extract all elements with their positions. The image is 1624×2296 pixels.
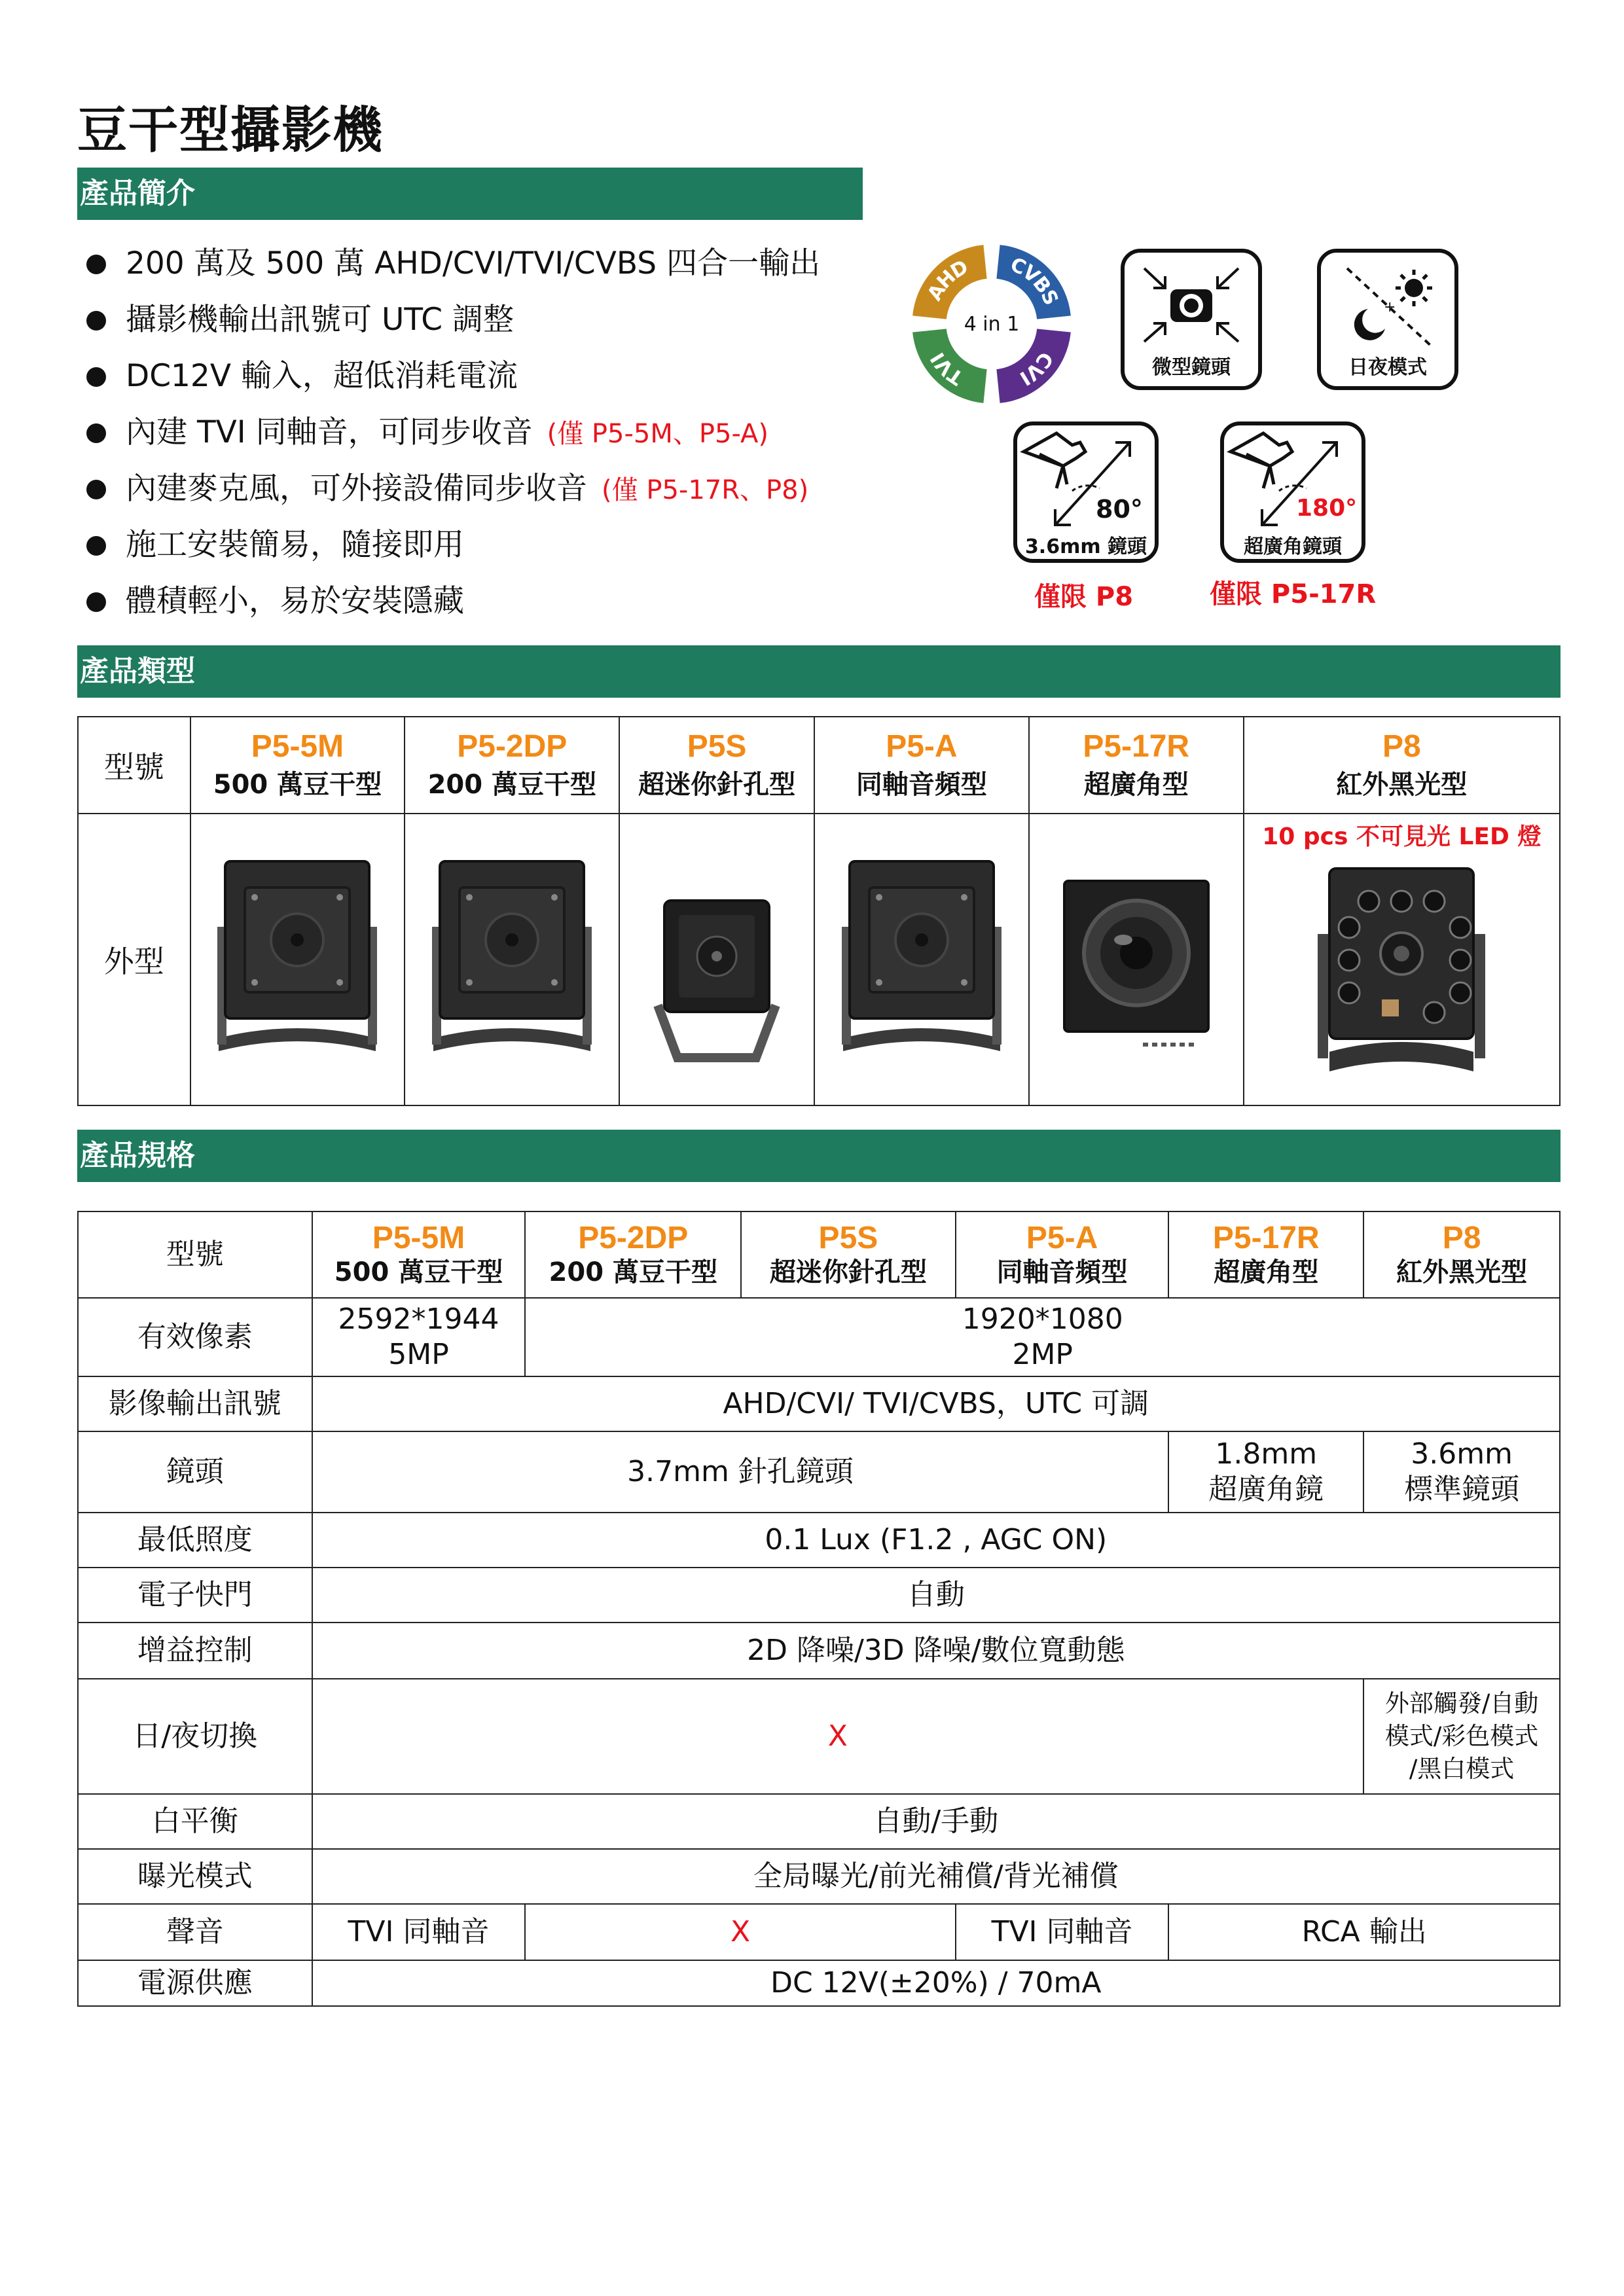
table-row [78,1679,1560,1794]
camera-image [830,842,1013,1077]
feature-item [77,348,820,404]
table-row [78,1568,1560,1623]
camera-image [638,842,795,1077]
feature-item [77,292,820,348]
spec-model-cell [525,1211,741,1298]
spec-model-cell [1168,1211,1363,1298]
lens-180-label: 超廣角鏡頭 [1244,535,1342,558]
model-code: P8 [1382,729,1421,764]
type-cell [814,717,1029,814]
feature-text: DC12V 輸入，超低消耗電流 [126,358,518,394]
row-label: 聲音 [78,1904,312,1960]
row-label: 電源供應 [78,1960,312,2006]
spec-value: 5MP [388,1338,449,1371]
image-cell [814,814,1029,1105]
camera-image [206,842,389,1077]
spec-value: 1920*1080 [962,1302,1123,1336]
spec-value: 3.6mm [1411,1437,1513,1471]
model-name: 超廣角型 [1214,1257,1319,1287]
row-label: 外型 [78,814,190,1105]
feature-item [77,461,820,517]
row-label: 最低照度 [78,1513,312,1568]
type-cell [405,717,619,814]
bullet-icon [86,367,106,387]
type-cell [1244,717,1560,814]
tvi-label: TVI [926,348,968,389]
model-name: 200 萬豆干型 [427,770,596,800]
spec-value: 3.7mm 針孔鏡頭 [312,1431,1169,1513]
section-intro-heading: 產品簡介 [77,168,863,220]
row-label: 白平衡 [78,1794,312,1849]
spec-model-cell [1363,1211,1560,1298]
model-code: P8 [1442,1221,1481,1255]
feature-item [77,404,820,461]
section-types-heading: 產品類型 [77,645,1561,698]
model-name: 超廣角型 [1083,770,1189,800]
feature-text: 施工安裝簡易，隨接即用 [126,527,464,563]
spec-value: TVI 同軸音 [956,1904,1169,1960]
image-cell [190,814,405,1105]
model-name: 紅外黑光型 [1396,1257,1528,1287]
row-label: 影像輸出訊號 [78,1376,312,1431]
led-note: 10 pcs 不可見光 LED 燈 [1262,823,1542,850]
spec-cell [1363,1679,1560,1794]
model-code: P5-5M [251,729,344,764]
feature-text: 內建麥克風，可外接設備同步收音 [126,471,587,507]
table-row [78,1849,1560,1904]
feature-text: 體積輕小，易於安裝隱藏 [126,583,464,619]
spec-value: 1.8mm [1215,1437,1318,1471]
row-label: 型號 [78,717,190,814]
model-code: P5-5M [372,1221,465,1255]
spec-value: DC 12V(±20%) / 70mA [312,1960,1560,2006]
specs-table [77,1211,1561,2007]
camera-image [1303,855,1500,1098]
model-code: P5S [687,729,747,764]
feature-text: 攝影機輸出訊號可 UTC 調整 [126,302,514,338]
lens-80-icon [1013,422,1159,563]
spec-value: 外部觸發/自動 [1384,1689,1539,1717]
cvbs-label: CVBS [1007,253,1063,309]
spec-model-cell [956,1211,1169,1298]
model-name: 紅外黑光型 [1336,770,1468,800]
table-row [78,1960,1560,2006]
type-cell [190,717,405,814]
model-name: 500 萬豆干型 [213,770,382,800]
model-name: 200 萬豆干型 [549,1257,717,1287]
spec-value: 自動 [312,1568,1560,1623]
spec-model-cell [741,1211,956,1298]
spec-value: 模式/彩色模式 [1384,1722,1539,1750]
table-row [78,1298,1560,1376]
model-code: P5-17R [1212,1221,1320,1255]
product-types-table [77,716,1561,1106]
camera-image [1045,842,1228,1077]
table-row [78,1431,1560,1513]
table-row [78,1623,1560,1679]
spec-cell [1363,1431,1560,1513]
feature-text: 200 萬及 500 萬 AHD/CVI/TVI/CVBS 四合一輸出 [126,245,821,281]
spec-value: 2MP [1012,1338,1073,1371]
spec-value: RCA 輸出 [1168,1904,1560,1960]
row-label: 鏡頭 [78,1431,312,1513]
bullet-icon [86,592,106,612]
row-label: 電子快門 [78,1568,312,1623]
lens-80-note: 僅限 P8 [1034,582,1134,612]
spec-value: 2592*1944 [338,1302,499,1336]
table-row [78,717,1560,814]
bullet-icon [86,423,106,443]
model-name: 500 萬豆干型 [334,1257,503,1287]
bullet-icon [86,536,106,556]
ahd-label: AHD [923,255,973,305]
spec-value: X [312,1679,1364,1794]
spec-value: X [525,1904,955,1960]
model-code: P5-A [1026,1221,1098,1255]
model-name: 同軸音頻型 [996,1257,1128,1287]
type-cell [619,717,814,814]
image-cell [1244,814,1560,1105]
spec-value: AHD/CVI/ TVI/CVBS，UTC 可調 [312,1376,1560,1431]
model-code: P5-2DP [457,729,568,764]
model-code: P5-17R [1083,729,1190,764]
spec-value: 超廣角鏡 [1208,1473,1324,1506]
feature-text: 內建 TVI 同軸音，可同步收音 [126,414,533,450]
lens-180-icon [1220,422,1365,563]
row-label: 型號 [78,1211,312,1298]
page-title: 豆干型攝影機 [77,101,384,159]
table-row [78,1513,1560,1568]
table-row [78,814,1560,1105]
feature-note: (僅 P5-17R、P8) [602,475,809,505]
lens-180-note: 僅限 P5-17R [1210,579,1377,609]
spec-value: 自動/手動 [312,1794,1560,1849]
spec-value: 2D 降噪/3D 降噪/數位寬動態 [312,1623,1560,1679]
image-cell [619,814,814,1105]
model-code: P5S [818,1221,878,1255]
feature-list [77,236,820,630]
spec-value: 全局曝光/前光補償/背光補償 [312,1849,1560,1904]
four-in-one-icon [903,236,1080,412]
feature-item [77,573,820,630]
camera-image [420,842,604,1077]
feature-item [77,236,820,292]
bullet-icon [86,480,106,499]
table-row [78,1211,1560,1298]
model-name: 同軸音頻型 [856,770,987,800]
feature-note: (僅 P5-5M、P5-A) [547,419,768,449]
model-code: P5-2DP [578,1221,689,1255]
spec-cell [525,1298,1560,1376]
table-row [78,1376,1560,1431]
spec-cell [312,1298,526,1376]
model-code: P5-A [886,729,958,764]
row-label: 增益控制 [78,1623,312,1679]
row-label: 日/夜切換 [78,1679,312,1794]
spec-cell [1168,1431,1363,1513]
spec-value: TVI 同軸音 [312,1904,526,1960]
day-night-icon [1317,249,1458,390]
spec-value: 標準鏡頭 [1404,1473,1520,1506]
cvi-label: CVI [1015,348,1058,390]
spec-value: /黑白模式 [1409,1755,1515,1783]
model-name: 超迷你針孔型 [769,1257,927,1287]
day-night-label: 日夜模式 [1348,356,1427,379]
feature-item [77,517,820,573]
svg-text:+: + [1384,299,1396,315]
table-row [78,1904,1560,1960]
micro-lens-icon [1121,249,1262,390]
type-cell [1029,717,1244,814]
bullet-icon [86,255,106,274]
row-label: 曝光模式 [78,1849,312,1904]
lens-180-angle: 180° [1296,495,1358,522]
table-row [78,1794,1560,1849]
spec-value: 0.1 Lux (F1.2 , AGC ON) [312,1513,1560,1568]
model-name: 超迷你針孔型 [638,770,796,800]
micro-lens-label: 微型鏡頭 [1152,356,1231,379]
bullet-icon [86,311,106,331]
lens-80-angle: 80° [1096,495,1143,524]
row-label: 有效像素 [78,1298,312,1376]
four-in-one-center: 4 in 1 [964,313,1020,336]
spec-model-cell [312,1211,526,1298]
image-cell [405,814,619,1105]
image-cell [1029,814,1244,1105]
section-specs-heading: 產品規格 [77,1130,1561,1182]
lens-80-label: 3.6mm 鏡頭 [1024,535,1147,558]
